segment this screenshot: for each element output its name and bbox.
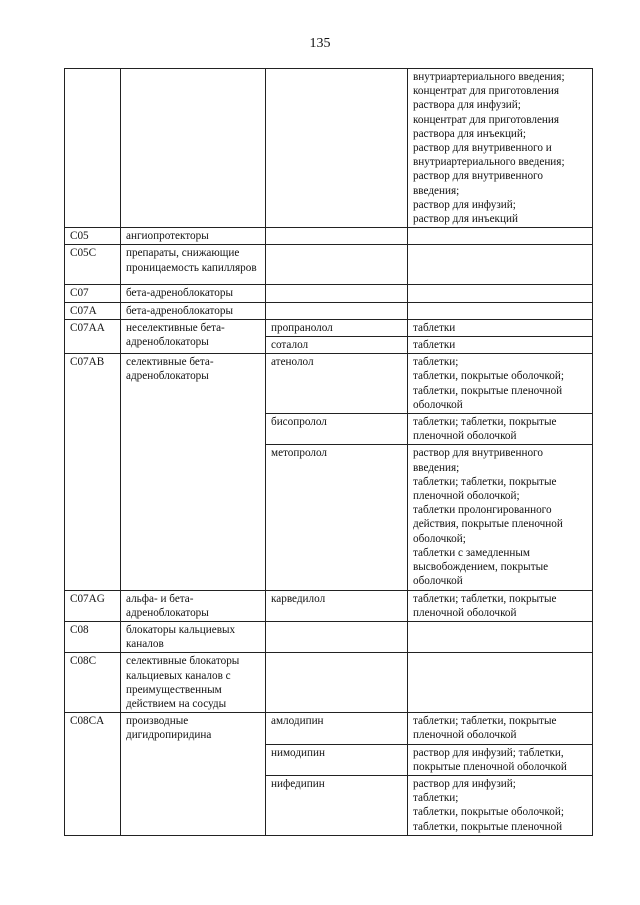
dosage-forms-cell (408, 285, 593, 302)
drug-name-cell: метопролол (266, 445, 408, 590)
drug-name-cell (266, 285, 408, 302)
atc-code-cell: C07AA (65, 319, 121, 353)
dosage-forms-cell: раствор для инфузий; таблетки; таблетки, покрытые оболочкой; таблетки, покрытые пленочной (408, 775, 593, 835)
dosage-forms-cell (408, 653, 593, 713)
atc-code-cell: C05 (65, 228, 121, 245)
anatomical-group-cell: селективные блокаторы кальциевых каналов с преимущественным действием на сосуды (121, 653, 266, 713)
drug-name-cell (266, 621, 408, 652)
anatomical-group-cell: неселективные бета-адреноблокаторы (121, 319, 266, 353)
dosage-forms-cell (408, 245, 593, 285)
atc-code-cell: C08C (65, 653, 121, 713)
anatomical-group-cell (121, 69, 266, 228)
page-number: 135 (309, 36, 331, 51)
drug-name-cell (266, 69, 408, 228)
table-row (65, 590, 593, 621)
drug-name-cell (266, 245, 408, 285)
dosage-forms-cell: таблетки; таблетки, покрытые пленочной оболочкой (408, 590, 593, 621)
drug-name-cell: карведилол (266, 590, 408, 621)
table-row (65, 354, 593, 414)
table-row (65, 69, 593, 228)
anatomical-group-cell: альфа- и бета-адреноблокаторы (121, 590, 266, 621)
anatomical-group-cell: селективные бета-адреноблокаторы (121, 354, 266, 590)
table-row (65, 245, 593, 285)
anatomical-group-cell: ангиопротекторы (121, 228, 266, 245)
drug-name-cell: нимодипин (266, 744, 408, 775)
dosage-forms-cell (408, 302, 593, 319)
drug-name-cell (266, 653, 408, 713)
drug-name-cell (266, 228, 408, 245)
drug-name-cell: нифедипин (266, 775, 408, 835)
anatomical-group-cell: производные дигидропиридина (121, 713, 266, 836)
atc-code-cell: C07A (65, 302, 121, 319)
atc-code-cell: C08CA (65, 713, 121, 836)
atc-code-cell (65, 69, 121, 228)
drug-name-cell: бисопролол (266, 414, 408, 445)
anatomical-group-cell: бета-адреноблокаторы (121, 285, 266, 302)
dosage-forms-cell: внутриартериального введения; концентрат для приготовления раствора для инфузий; концентрат для приготовления раствора для инъекций; раствор для внутривенного и внутриартериального введения; раствор для внутривенного введения; раствор для инфузий; раствор для инъекций (408, 69, 593, 228)
dosage-forms-cell: раствор для внутривенного введения; таблетки; таблетки, покрытые пленочной оболочкой; таблетки пролонгированного действия, покрытые пленочной оболочкой; таблетки с замедленным высвобождением, покрытые оболочкой (408, 445, 593, 590)
dosage-forms-cell: таблетки (408, 319, 593, 336)
table-row (65, 228, 593, 245)
atc-code-cell: C07AB (65, 354, 121, 590)
dosage-forms-cell (408, 228, 593, 245)
drug-name-cell: соталол (266, 337, 408, 354)
table-row (65, 653, 593, 713)
dosage-forms-cell: раствор для инфузий; таблетки, покрытые пленочной оболочкой (408, 744, 593, 775)
atc-table-body (65, 69, 593, 836)
table-row (65, 302, 593, 319)
dosage-forms-cell (408, 621, 593, 652)
dosage-forms-cell: таблетки (408, 337, 593, 354)
table-row (65, 285, 593, 302)
atc-code-cell: C07 (65, 285, 121, 302)
anatomical-group-cell: препараты, снижающие проницаемость капилляров (121, 245, 266, 285)
atc-code-cell: C08 (65, 621, 121, 652)
atc-code-cell: C05C (65, 245, 121, 285)
dosage-forms-cell: таблетки; таблетки, покрытые оболочкой; таблетки, покрытые пленочной оболочкой (408, 354, 593, 414)
atc-drug-table (64, 68, 593, 836)
dosage-forms-cell: таблетки; таблетки, покрытые пленочной оболочкой (408, 713, 593, 744)
drug-name-cell: пропранолол (266, 319, 408, 336)
anatomical-group-cell: бета-адреноблокаторы (121, 302, 266, 319)
dosage-forms-cell: таблетки; таблетки, покрытые пленочной оболочкой (408, 414, 593, 445)
anatomical-group-cell: блокаторы кальциевых каналов (121, 621, 266, 652)
table-row (65, 621, 593, 652)
table-row (65, 319, 593, 336)
atc-code-cell: C07AG (65, 590, 121, 621)
drug-name-cell (266, 302, 408, 319)
drug-name-cell: атенолол (266, 354, 408, 414)
drug-name-cell: амлодипин (266, 713, 408, 744)
table-row (65, 713, 593, 744)
